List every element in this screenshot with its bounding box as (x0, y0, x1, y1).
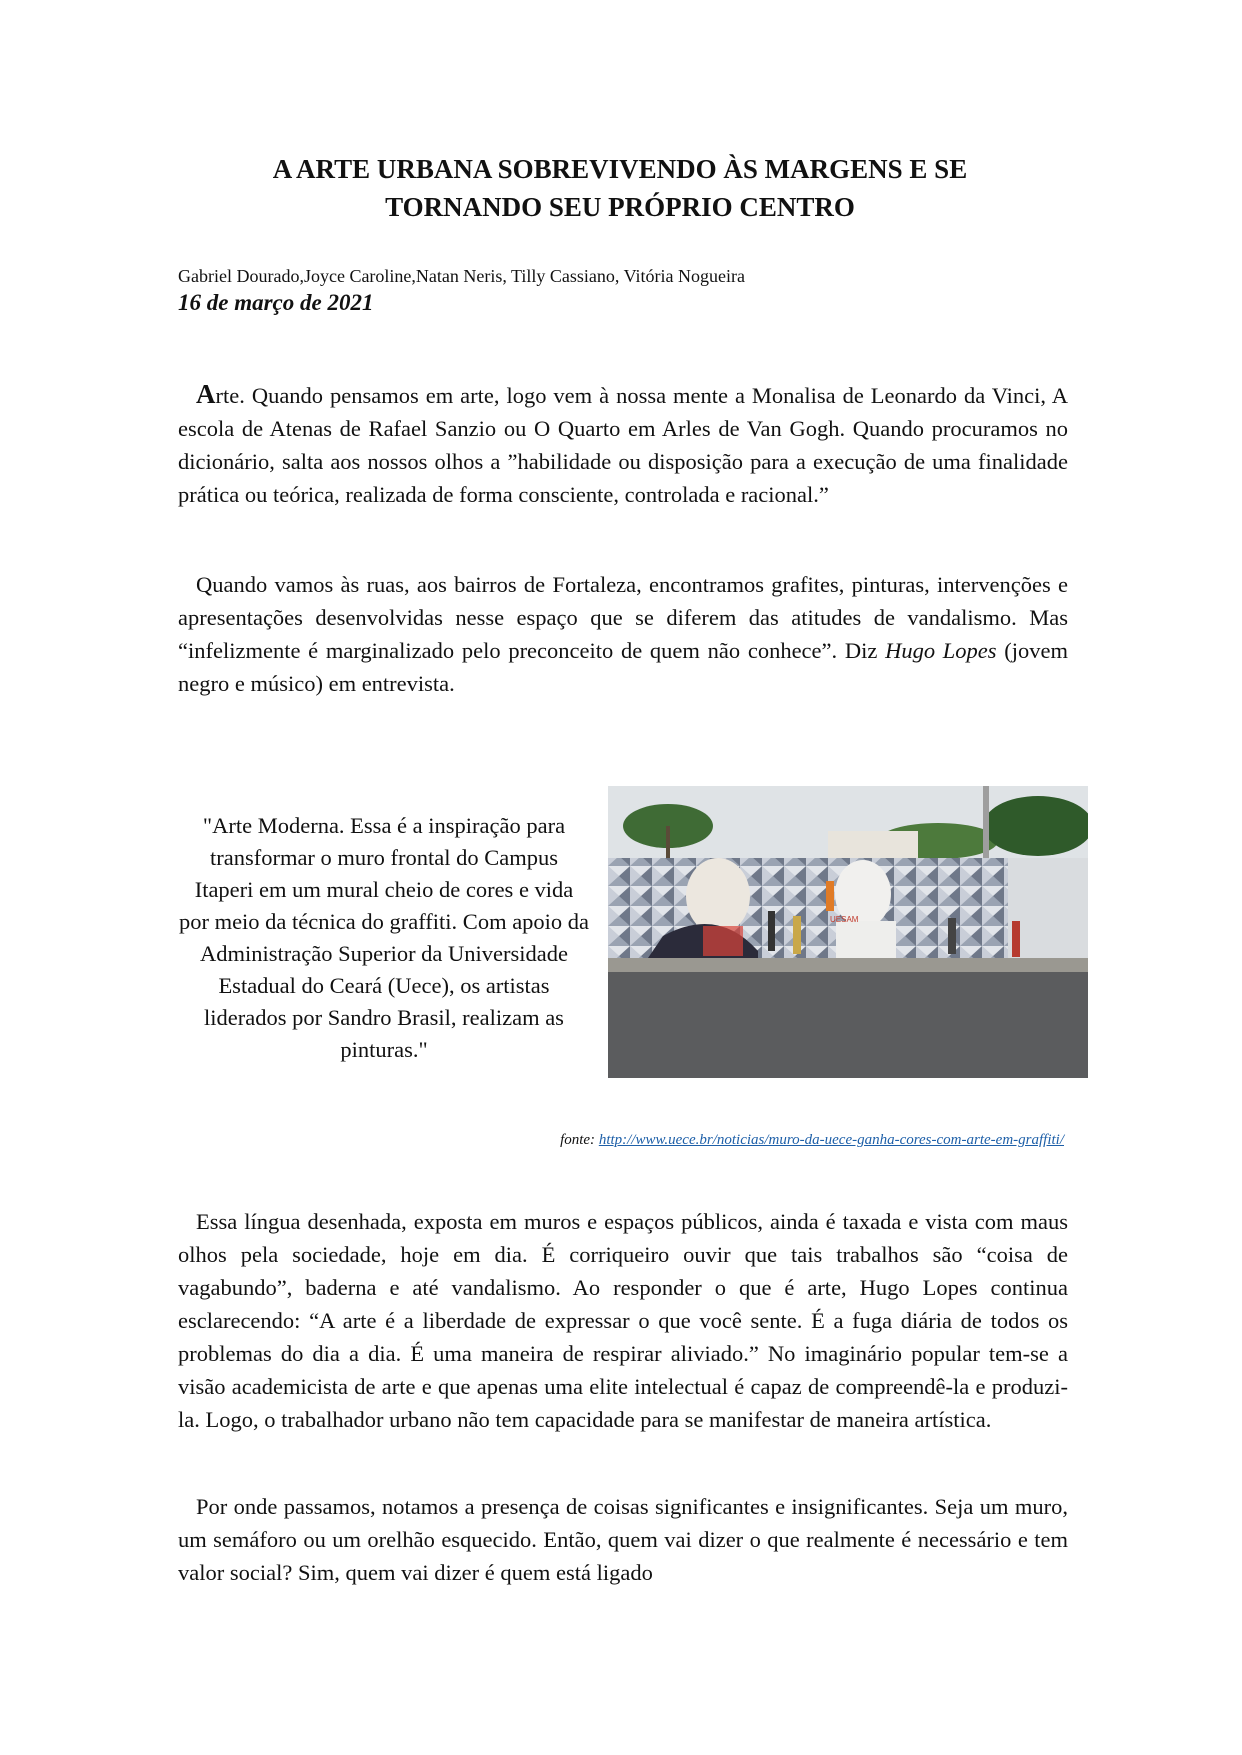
drop-cap: A (196, 379, 216, 409)
source-link[interactable]: http://www.uece.br/noticias/muro-da-uece-ganha-cores-com-arte-em-graffiti/ (598, 1132, 1064, 1148)
mural-quote: "Arte Moderna. Essa é a inspiração para transformar o muro frontal do Campus Itaperi em um mural cheio de cores e vida por meio da técnica do graffiti. Com apoio da Administração Superior da Universidade Estadual do Ceará (Uece), os artistas liderados por Sandro Brasil, realizam as pinturas." (178, 813, 590, 1062)
mural-text: UESAM (830, 915, 859, 924)
paragraph-streets-text-end: (jovem negro e músico) em entrevista. (178, 638, 1069, 696)
trees-right (983, 796, 1088, 856)
person-4 (1012, 921, 1020, 957)
mural-photo (608, 786, 1088, 1078)
person-2 (793, 916, 801, 954)
source-label: fonte: (560, 1132, 599, 1148)
sidewalk (608, 958, 1088, 972)
person-ladder (826, 881, 834, 911)
mural-bust (836, 921, 896, 958)
paragraph-streets (178, 568, 1068, 700)
paragraph-intro (178, 378, 1068, 511)
authors-line: Gabriel Dourado,Joyce Caroline,Natan Neris, Tilly Cassiano, Vitória Nogueira (178, 266, 745, 286)
mural-colors (703, 926, 743, 956)
paragraph-significance: Por onde passamos, notamos a presença de coisas significantes e insignificantes. Seja um muro, um semáforo ou um orelhão esquecido. Então, quem vai dizer o que realmente é necessário e tem valor social? Sim, quem vai dizer é quem está ligado (178, 1494, 1068, 1585)
title-line-1: A ARTE URBANA SOBREVIVENDO ÀS MARGENS E SE (272, 154, 968, 184)
person-1 (768, 911, 775, 951)
road (608, 972, 1088, 1078)
image-source (560, 1132, 1064, 1149)
mural-face-left (686, 858, 750, 934)
person-3 (948, 918, 956, 954)
paragraph-streets-text: Quando vamos às ruas, aos bairros de Fortaleza, encontramos grafites, pinturas, intervenções e apresentações desenvolvidas nesse espaço que se diferem das atitudes de vandalismo. Mas “infelizmente é marginalizado pelo preconceito de quem não conhece”. Diz (178, 572, 1068, 663)
article-title (160, 150, 1080, 226)
publication-date: 16 de março de 2021 (178, 290, 374, 315)
interviewee-name: Hugo Lopes (885, 638, 997, 663)
mural-photo-illustration (608, 786, 1088, 1078)
title-line-2: TORNANDO SEU PRÓPRIO CENTRO (385, 192, 855, 222)
building (828, 831, 918, 861)
paragraph-intro-text: rte. Quando pensamos em arte, logo vem à nossa mente a Monalisa de Leonardo da Vinci, A escola de Atenas de Rafael Sanzio ou O Quarto em Arles de Van Gogh. Quando procuramos no dicionário, salta aos nossos olhos a ”habilidade ou disposição para a execução de uma finalidade prática ou teórica, realizada de forma consciente, controlada e racional.” (178, 383, 1068, 507)
paragraph-language: Essa língua desenhada, exposta em muros e espaços públicos, ainda é taxada e vista com maus olhos pela sociedade, hoje em dia. É corriqueiro ouvir que tais trabalhos são “coisa de vagabundo”, baderna e até vandalismo. Ao responder o que é arte, Hugo Lopes continua esclarecendo: “A arte é a liberdade de expressar o que você sente. É a fuga diária de todos os problemas do dia a dia. É uma maneira de respirar aliviado.” No imaginário popular tem-se a visão academicista de arte e que apenas uma elite intelectual é capaz de compreendê-la e produzi-la. Logo, o trabalhador urbano não tem capacidade para se manifestar de maneira artística. (178, 1209, 1068, 1432)
